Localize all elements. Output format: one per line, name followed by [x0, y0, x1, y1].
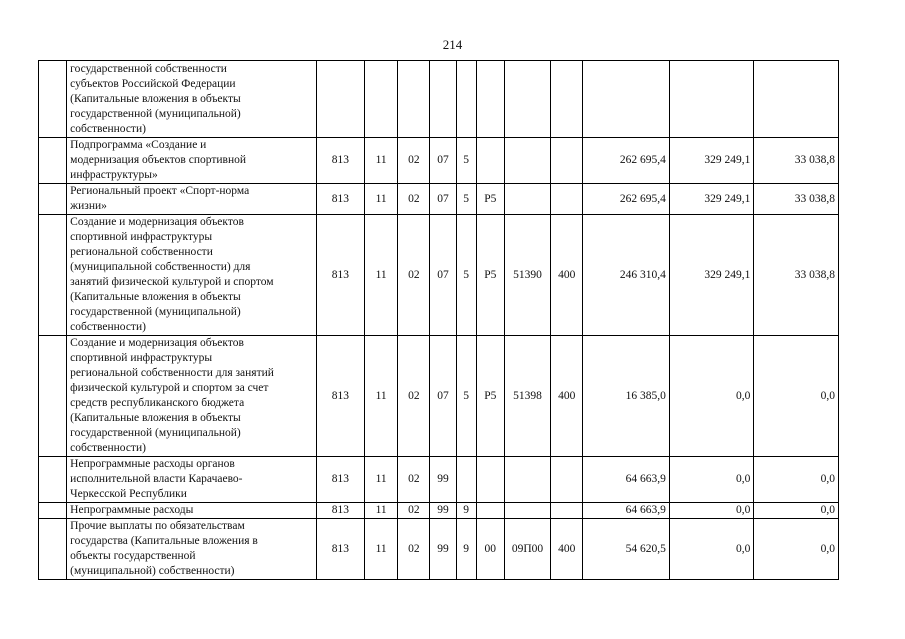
row-index-cell [39, 519, 67, 580]
amount-year-1-cell: 54 620,5 [583, 519, 670, 580]
description-cell [67, 184, 317, 215]
rz-code-cell [365, 61, 398, 138]
description-line: Создание и модернизация объектов [70, 337, 244, 349]
row-index-cell [39, 138, 67, 184]
project-code-cell: P5 [476, 184, 504, 215]
project-code-cell [476, 138, 504, 184]
direction-code-cell [504, 184, 550, 215]
gr-code-cell: 813 [316, 138, 364, 184]
amount-year-1-cell: 246 310,4 [583, 215, 670, 336]
amount-year-1-cell: 64 663,9 [583, 457, 670, 503]
direction-code-cell: 51390 [504, 215, 550, 336]
description-line: собственности) [70, 122, 146, 135]
description-line: Непрограммные расходы [70, 504, 194, 516]
description-line: собственности) [70, 442, 146, 454]
budget-table [38, 60, 839, 580]
description-cell [67, 138, 317, 184]
description-line: государственной собственности [70, 62, 227, 75]
description-cell [67, 503, 317, 519]
vr-code-cell [551, 503, 583, 519]
table-row [39, 215, 839, 336]
description-line: (Капитальные вложения в объекты [70, 291, 241, 303]
pr-code-cell [398, 61, 430, 138]
amount-year-2-cell: 329 249,1 [669, 215, 754, 336]
description-line: средств республиканского бюджета [70, 397, 245, 409]
row-index-cell [39, 184, 67, 215]
amount-year-2-cell: 0,0 [669, 336, 754, 457]
program-code-cell: 07 [430, 138, 456, 184]
rz-code-cell: 11 [365, 138, 398, 184]
gr-code-cell: 813 [316, 503, 364, 519]
amount-year-1-cell: 16 385,0 [583, 336, 670, 457]
program-code-cell: 07 [430, 215, 456, 336]
description-line: государственной (муниципальной) [70, 306, 241, 318]
direction-code-cell [504, 61, 550, 138]
subprogram-code-cell: 5 [456, 215, 476, 336]
description-line: исполнительной власти Карачаево- [70, 473, 243, 485]
table-body [39, 61, 839, 580]
direction-code-cell [504, 503, 550, 519]
description-line: спортивной инфраструктуры [70, 231, 213, 243]
vr-code-cell: 400 [551, 336, 583, 457]
project-code-cell: 00 [476, 519, 504, 580]
project-code-cell: P5 [476, 336, 504, 457]
description-line: (Капитальные вложения в объекты [70, 412, 241, 424]
description-line: (муниципальной) собственности) [70, 565, 235, 577]
pr-code-cell: 02 [398, 215, 430, 336]
program-code-cell: 99 [430, 503, 456, 519]
program-code-cell [430, 61, 456, 138]
vr-code-cell [551, 138, 583, 184]
amount-year-3-cell: 33 038,8 [754, 184, 839, 215]
row-index-cell [39, 61, 67, 138]
subprogram-code-cell: 5 [456, 138, 476, 184]
amount-year-3-cell: 33 038,8 [754, 215, 839, 336]
pr-code-cell: 02 [398, 138, 430, 184]
table-row [39, 519, 839, 580]
description-line: государства (Капитальные вложения в [70, 535, 258, 547]
gr-code-cell: 813 [316, 457, 364, 503]
amount-year-3-cell: 0,0 [754, 457, 839, 503]
gr-code-cell: 813 [316, 184, 364, 215]
description-line: Региональный проект «Спорт-норма [70, 185, 250, 197]
project-code-cell [476, 61, 504, 138]
description-line: Черкесской Республики [70, 488, 187, 500]
amount-year-1-cell: 64 663,9 [583, 503, 670, 519]
description-line: субъектов Российской Федерации [70, 77, 236, 90]
vr-code-cell [551, 61, 583, 138]
program-code-cell: 07 [430, 184, 456, 215]
amount-year-3-cell: 0,0 [754, 336, 839, 457]
gr-code-cell: 813 [316, 215, 364, 336]
direction-code-cell: 09П00 [504, 519, 550, 580]
direction-code-cell: 51398 [504, 336, 550, 457]
amount-year-2-cell: 0,0 [669, 457, 754, 503]
pr-code-cell: 02 [398, 184, 430, 215]
rz-code-cell: 11 [365, 215, 398, 336]
program-code-cell: 07 [430, 336, 456, 457]
vr-code-cell [551, 184, 583, 215]
amount-year-2-cell: 0,0 [669, 519, 754, 580]
subprogram-code-cell [456, 457, 476, 503]
description-line: объекты государственной [70, 550, 196, 562]
direction-code-cell [504, 138, 550, 184]
description-line: инфраструктуры» [70, 169, 158, 181]
description-line: Прочие выплаты по обязательствам [70, 520, 245, 532]
table-row [39, 138, 839, 184]
table-row [39, 457, 839, 503]
description-line: модернизация объектов спортивной [70, 154, 247, 166]
amount-year-3-cell: 0,0 [754, 503, 839, 519]
rz-code-cell: 11 [365, 457, 398, 503]
row-index-cell [39, 336, 67, 457]
subprogram-code-cell: 9 [456, 519, 476, 580]
subprogram-code-cell: 9 [456, 503, 476, 519]
amount-year-3-cell: 33 038,8 [754, 138, 839, 184]
rz-code-cell: 11 [365, 519, 398, 580]
description-line: Непрограммные расходы органов [70, 458, 235, 470]
program-code-cell: 99 [430, 457, 456, 503]
row-index-cell [39, 457, 67, 503]
gr-code-cell [316, 61, 364, 138]
amount-year-3-cell [754, 61, 839, 138]
description-line: (муниципальной собственности) для [70, 261, 251, 273]
subprogram-code-cell: 5 [456, 184, 476, 215]
description-line: спортивной инфраструктуры [70, 352, 213, 364]
direction-code-cell [504, 457, 550, 503]
pr-code-cell: 02 [398, 457, 430, 503]
description-line: (Капитальные вложения в объекты [70, 92, 241, 105]
project-code-cell [476, 503, 504, 519]
table-row [39, 336, 839, 457]
description-line: физической культурой и спортом за счет [70, 382, 269, 394]
description-line: региональной собственности для занятий [70, 367, 274, 379]
amount-year-1-cell: 262 695,4 [583, 184, 670, 215]
gr-code-cell: 813 [316, 336, 364, 457]
amount-year-3-cell: 0,0 [754, 519, 839, 580]
table-row [39, 503, 839, 519]
subprogram-code-cell [456, 61, 476, 138]
amount-year-2-cell: 329 249,1 [669, 138, 754, 184]
description-line: занятий физической культурой и спортом [70, 276, 274, 288]
row-index-cell [39, 503, 67, 519]
amount-year-2-cell: 0,0 [669, 503, 754, 519]
pr-code-cell: 02 [398, 503, 430, 519]
rz-code-cell: 11 [365, 184, 398, 215]
description-cell [67, 519, 317, 580]
page-number: 214 [442, 37, 463, 52]
vr-code-cell: 400 [551, 215, 583, 336]
description-line: Создание и модернизация объектов [70, 216, 244, 228]
description-line: жизни» [70, 200, 107, 212]
description-line: Подпрограмма «Создание и [70, 139, 207, 151]
pr-code-cell: 02 [398, 519, 430, 580]
subprogram-code-cell: 5 [456, 336, 476, 457]
amount-year-1-cell: 262 695,4 [583, 138, 670, 184]
row-index-cell [39, 215, 67, 336]
description-cell [67, 457, 317, 503]
vr-code-cell: 400 [551, 519, 583, 580]
amount-year-2-cell [669, 61, 754, 138]
description-line: собственности) [70, 321, 146, 333]
description-cell [67, 336, 317, 457]
description-cell [67, 61, 317, 138]
description-line: государственной (муниципальной) [70, 427, 241, 439]
program-code-cell: 99 [430, 519, 456, 580]
amount-year-2-cell: 329 249,1 [669, 184, 754, 215]
rz-code-cell: 11 [365, 503, 398, 519]
description-line: региональной собственности [70, 246, 213, 258]
table-row [39, 184, 839, 215]
pr-code-cell: 02 [398, 336, 430, 457]
project-code-cell [476, 457, 504, 503]
gr-code-cell: 813 [316, 519, 364, 580]
table-row [39, 61, 839, 138]
vr-code-cell [551, 457, 583, 503]
description-line: государственной (муниципальной) [70, 107, 241, 120]
rz-code-cell: 11 [365, 336, 398, 457]
project-code-cell: P5 [476, 215, 504, 336]
amount-year-1-cell [583, 61, 670, 138]
description-cell [67, 215, 317, 336]
